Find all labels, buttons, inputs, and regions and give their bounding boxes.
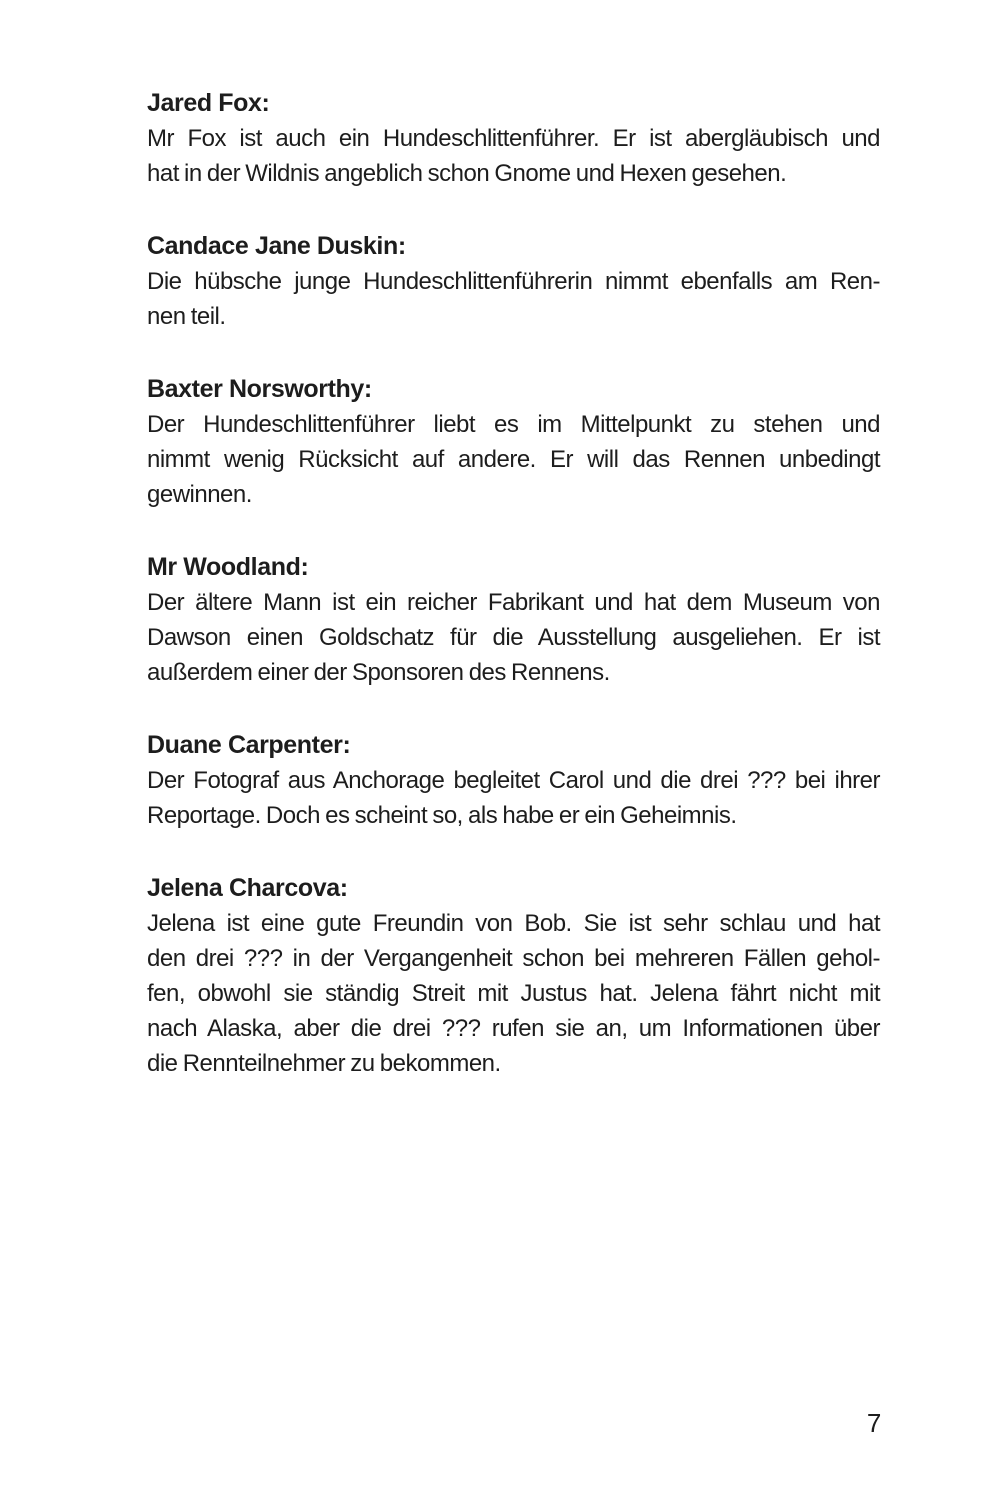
text-line: Mr Fox ist auch ein Hundeschlittenführer. Er ist abergläubisch und: [147, 125, 880, 152]
page-number: 7: [866, 1408, 881, 1438]
character-description: [147, 763, 880, 833]
character-description: [147, 585, 880, 690]
character-section: [147, 372, 880, 512]
character-description: [147, 121, 880, 191]
text-line: nimmt wenig Rücksicht auf andere. Er will das Rennen unbedingt: [147, 446, 880, 473]
page-content: [147, 86, 880, 1119]
character-description: [147, 407, 880, 512]
character-section: [147, 871, 880, 1081]
text-line: nach Alaska, aber die drei ??? rufen sie an, um Informationen über: [147, 1015, 880, 1042]
text-line: die Rennteilnehmer zu bekommen.: [147, 1050, 501, 1077]
text-line: Der Hundeschlittenführer liebt es im Mittelpunkt zu stehen und: [147, 411, 880, 438]
text-line: den drei ??? in der Vergangenheit schon bei mehreren Fällen gehol-: [147, 945, 880, 972]
character-name-heading: Jared Fox:: [147, 89, 270, 117]
character-section: [147, 86, 880, 191]
character-description: [147, 264, 880, 334]
text-line: außerdem einer der Sponsoren des Rennens.: [147, 659, 610, 686]
character-section: [147, 550, 880, 690]
text-line: Der ältere Mann ist ein reicher Fabrikant und hat dem Museum von: [147, 589, 880, 616]
text-line: gewinnen.: [147, 481, 252, 508]
text-line: nen teil.: [147, 303, 226, 330]
character-section: [147, 229, 880, 334]
text-line: Jelena ist eine gute Freundin von Bob. Sie ist sehr schlau und hat: [147, 910, 880, 937]
text-line: Reportage. Doch es scheint so, als habe er ein Geheimnis.: [147, 802, 737, 829]
text-line: Dawson einen Goldschatz für die Ausstellung ausgeliehen. Er ist: [147, 624, 880, 651]
character-description: [147, 906, 880, 1081]
text-line: Die hübsche junge Hundeschlittenführerin nimmt ebenfalls am Ren-: [147, 268, 880, 295]
character-name-heading: Jelena Charcova:: [147, 874, 348, 902]
character-section: [147, 728, 880, 833]
character-name-heading: Baxter Norsworthy:: [147, 375, 372, 403]
text-line: hat in der Wildnis angeblich schon Gnome und Hexen gesehen.: [147, 160, 787, 187]
character-name-heading: Duane Carpenter:: [147, 731, 351, 759]
text-line: fen, obwohl sie ständig Streit mit Justus hat. Jelena fährt nicht mit: [147, 980, 880, 1007]
character-name-heading: Mr Woodland:: [147, 553, 309, 581]
character-name-heading: Candace Jane Duskin:: [147, 232, 406, 260]
text-line: Der Fotograf aus Anchorage begleitet Carol und die drei ??? bei ihrer: [147, 767, 880, 794]
